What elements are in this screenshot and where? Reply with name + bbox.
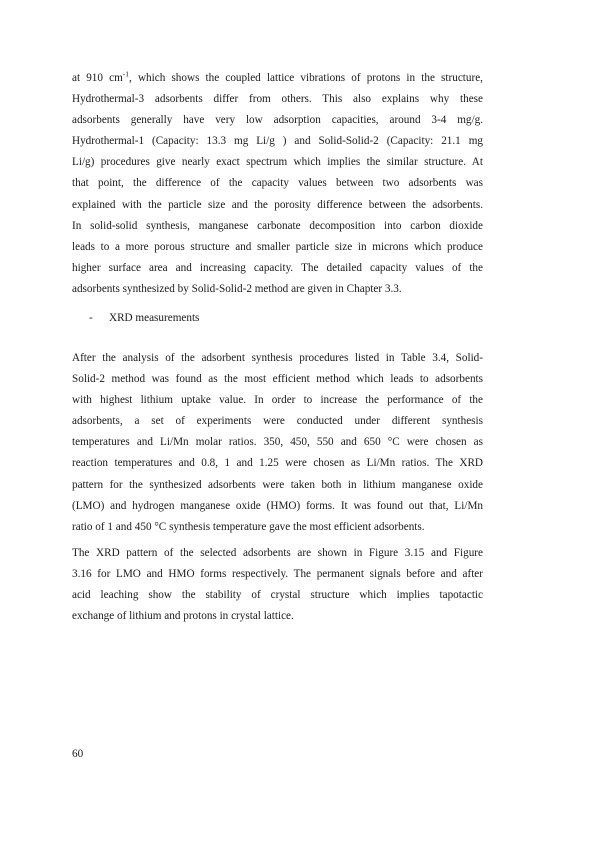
- bullet-marker: -: [89, 312, 93, 324]
- text-line: at 910 $cm^{-1}$, which shows the coupled lattice vibrations of protons in the structure,: [72, 69, 483, 84]
- text-line: adsorbents synthesized by Solid-Solid-2 method are given in Chapter 3.3.: [72, 282, 402, 295]
- section-bullet-xrd-measurements: [89, 308, 199, 329]
- text-line: Hydrothermal-1 (Capacity: 13.3 mg Li/g ) and Solid-Solid-2 (Capacity: 21.1 mg: [72, 135, 483, 148]
- text-line: In solid-solid synthesis, manganese carbonate decomposition into carbon dioxide: [72, 219, 483, 232]
- paragraph-ftir-discussion: [72, 68, 483, 300]
- text-line: leads to a more porous structure and smaller particle size in microns which produce: [72, 240, 483, 253]
- paragraph-xrd-figures: [72, 543, 483, 627]
- text-line: explained with the particle size and the porosity difference between the adsorbents.: [72, 198, 483, 211]
- text-line: temperatures and Li/Mn molar ratios. 350, 450, 550 and 650 °C were chosen as: [72, 436, 483, 449]
- text-line: acid leaching show the stability of crystal structure which implies tapotactic: [72, 589, 483, 602]
- bullet-text: XRD measurements: [109, 312, 200, 324]
- text-line: with highest lithium uptake value. In order to increase the performance of the: [72, 394, 483, 407]
- text-line: After the analysis of the adsorbent synthesis procedures listed in Table 3.4, Solid-: [72, 352, 483, 364]
- text-line: adsorbents generally have very low adsorption capacities, around 3-4 mg/g.: [72, 114, 483, 127]
- text-line: ratio of 1 and 450 °C synthesis temperature gave the most efficient adsorbents.: [72, 520, 425, 533]
- text-line: Li/g) procedures give nearly exact spectrum which implies the similar structure. At: [72, 156, 483, 169]
- text-line: The XRD pattern of the selected adsorbents are shown in Figure 3.15 and Figure: [72, 547, 483, 559]
- text-line: Hydrothermal-3 adsorbents differ from others. This also explains why these: [72, 93, 483, 106]
- page-number: 60: [72, 748, 84, 760]
- text-line: pattern for the synthesized adsorbents were taken both in lithium manganese oxide: [72, 478, 483, 491]
- text-line: higher surface area and increasing capacity. The detailed capacity values of the: [72, 261, 483, 274]
- text-line: adsorbents, a set of experiments were conducted under different synthesis: [72, 415, 483, 428]
- text-line: exchange of lithium and protons in crystal lattice.: [72, 610, 294, 623]
- paragraph-xrd-experiments: [72, 348, 483, 538]
- text-line: reaction temperatures and 0.8, 1 and 1.25 were chosen as Li/Mn ratios. The XRD: [72, 457, 483, 470]
- text-line: (LMO) and hydrogen manganese oxide (HMO) forms. It was found out that, Li/Mn: [72, 499, 483, 512]
- text-line: Solid-2 method was found as the most efficient method which leads to adsorbents: [72, 373, 483, 386]
- text-line: that point, the difference of the capacity values between two adsorbents was: [72, 177, 483, 190]
- text-line: 3.16 for LMO and HMO forms respectively. The permanent signals before and after: [72, 568, 483, 581]
